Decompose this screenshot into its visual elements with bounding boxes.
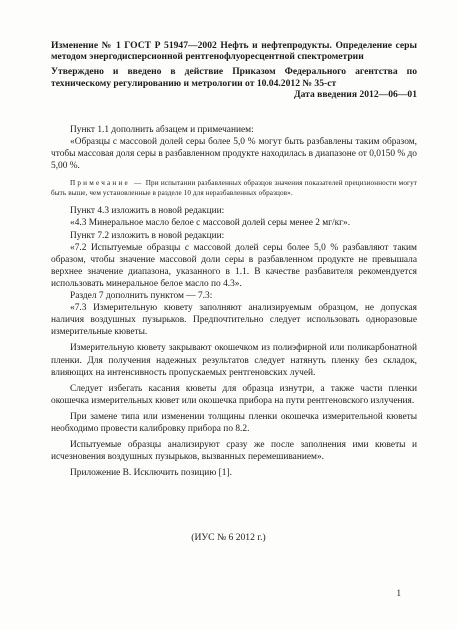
paragraph: Пункт 1.1 дополнить абзацем и примечанием: (70, 125, 254, 135)
paragraph: Испытуемые образцы анализируют сразу же после заполнения ими кюветы и исчезновения воздушных пузырьков, вызванных перемешиванием». (51, 440, 417, 463)
paragraph: Приложение В. Исключить позицию [1]. (70, 468, 232, 479)
paragraph: «7.2 Испытуемые образцы с массовой долей серы более 5,0 % разбавляют таким образом, чтобы значение массовой доли серы в разбавленном продукте не превышала верхнее значение диапазона, указанного в 1.1. В качестве разбавителя рекомендуется использовать минеральное белое масло по 4.3». (51, 242, 417, 289)
paragraph: Измерительную кювету закрывают окошечком из полиэфирной или поликарбонатной пленки. Для получения надежных результатов следует натянуть пленку без складок, влияющих на интенсивность пропускаемых рентгеновских лучей. (51, 343, 417, 378)
paragraph: Пункт 7.2 изложить в новой редакции: (70, 230, 225, 241)
paragraph: Пункт 4.3 изложить в новой редакции: (70, 206, 225, 217)
paragraph: «7.3 Измерительную кювету заполняют анализируемым образцом, не допуская наличия воздушных пузырьков. Предпочтительно следует использовать одноразовые измерительные кюветы. (51, 303, 417, 338)
page-number: 1 (396, 588, 401, 598)
paragraph: При замене типа или изменении толщины пленки окошечка измерительной кюветы необходимо провести калибровку прибора по 8.2. (51, 411, 417, 434)
amendment-title: Изменение № 1 ГОСТ Р 51947—2002 Нефть и нефтепродукты. Определение серы методом энергодисперсионной рентгенофлуоресцентной спектрометрии (51, 40, 417, 63)
note (51, 178, 417, 198)
note-label: Примечание — (70, 179, 144, 188)
ius-reference: (ИУС № 6 2012 г.) (191, 532, 266, 543)
note-text: При испытании разбавленных образцов значения показателей прецизионности могут быть выше, чем установленные в разделе 10 для неразбавленных образцов». (51, 179, 417, 198)
paragraph: Раздел 7 дополнить пунктом — 7.3: (70, 291, 213, 302)
document-header (51, 40, 417, 100)
amendment-body (51, 124, 417, 479)
paragraph: Следует избегать касания кюветы для образца изнутри, а также части пленки окошечка измерительных кювет или окошечка прибора на пути рентгеновского излучения. (51, 383, 417, 406)
paragraph: «Образцы с массовой долей серы более 5,0 % могут быть разбавлены таким образом, чтобы массовая доля серы в разбавленном продукте находилась в диапазоне от 0,0150 % до 5,00 %. (51, 137, 417, 172)
effective-date: Дата введения 2012—06—01 (294, 88, 417, 100)
paragraph: «4.3 Минеральное масло белое с массовой долей серы менее 2 мг/кг». (70, 218, 351, 229)
approval-statement: Утверждено и введено в действие Приказом Федерального агентства по техническому регулированию и метрологии от 10.04.2012 № 35-ст (51, 66, 417, 89)
